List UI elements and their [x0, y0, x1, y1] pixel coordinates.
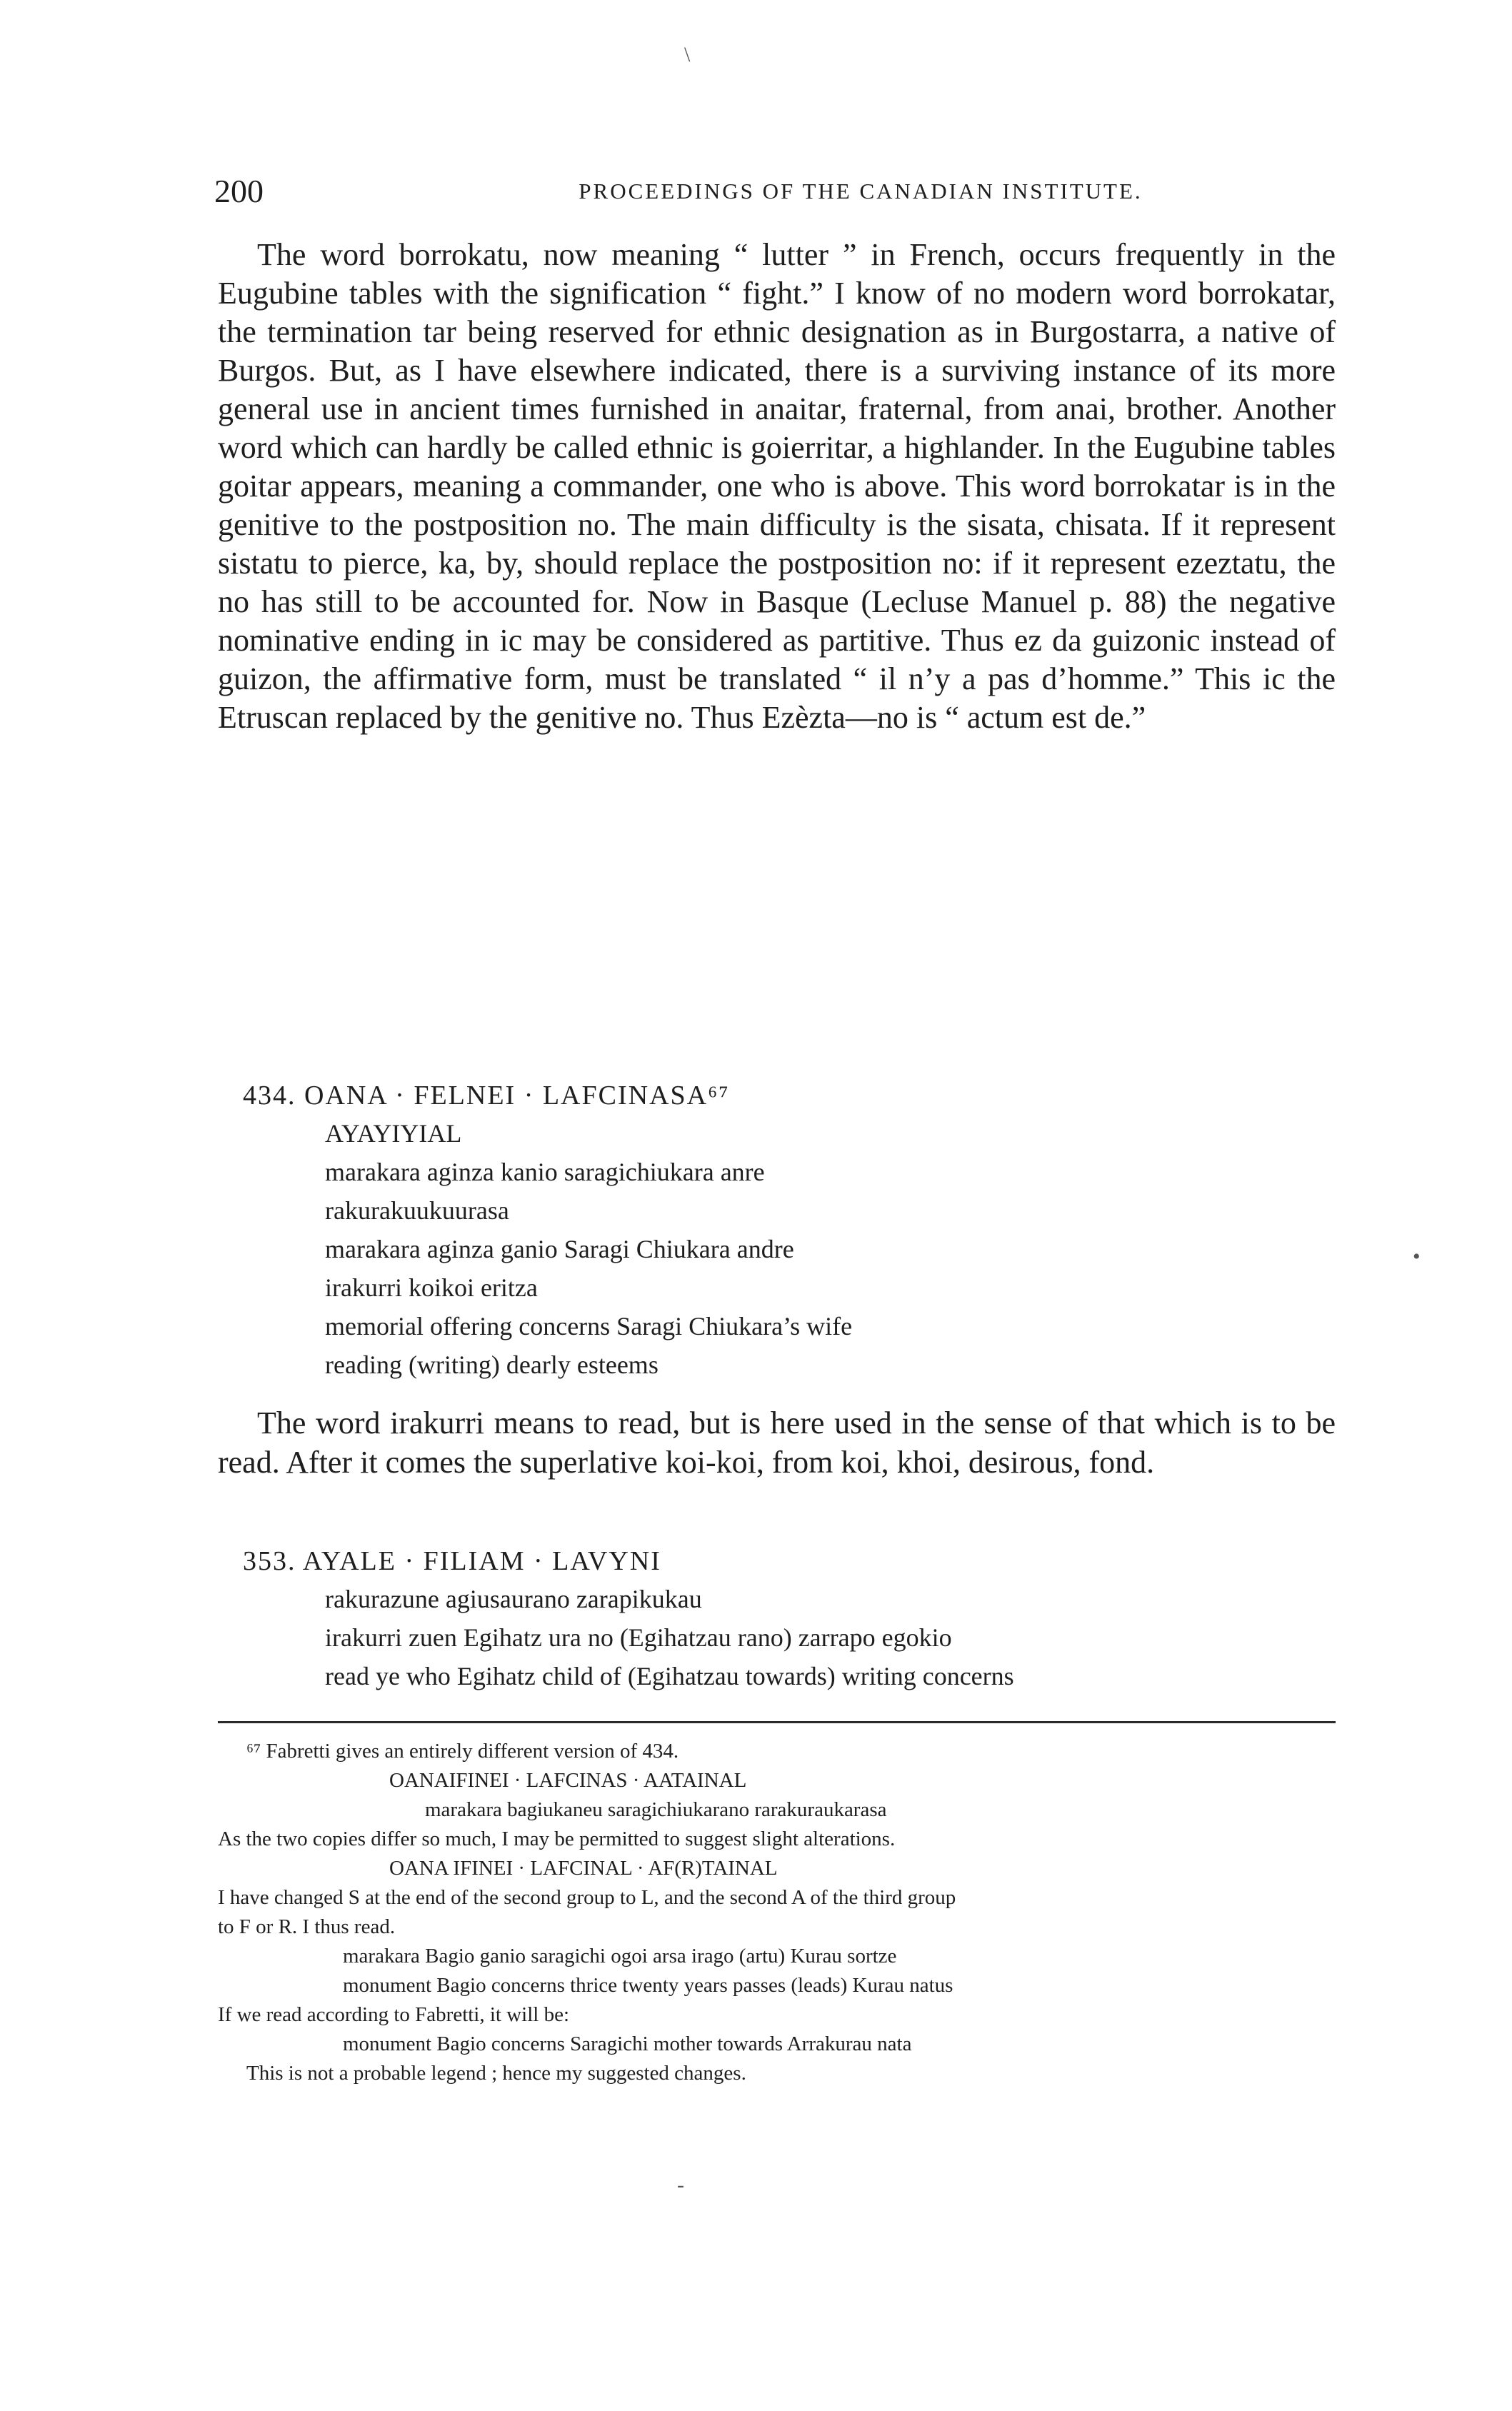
footnote-line-1: ⁶⁷ Fabretti gives an entirely different version of 434. [246, 1740, 679, 1763]
footnote-line-8: marakara Bagio ganio saragichi ogoi arsa irago (artu) Kurau sortze [343, 1945, 897, 1968]
inscription-434-line-2: marakara aginza kanio saragichiukara anre [325, 1158, 765, 1186]
scan-mark-bottom: - [677, 2173, 684, 2197]
page-header [214, 170, 1328, 213]
inscription-353-heading: 353. AYALE · FILIAM · LAVYNI [243, 1546, 661, 1576]
inscription-434-line-4: marakara aginza ganio Saragi Chiukara andre [325, 1235, 794, 1263]
inscription-353-line-3: read ye who Egihatz child of (Egihatzau towards) writing concerns [325, 1662, 1014, 1690]
footnote-line-4: As the two copies differ so much, I may be permitted to suggest slight alterations. [218, 1828, 896, 1850]
footnote-rule [218, 1721, 1336, 1723]
inscription-434-line-6: memorial offering concerns Saragi Chiukara’s wife [325, 1312, 853, 1340]
inscription-434-line-5: irakurri koikoi eritza [325, 1273, 538, 1302]
footnote-line-2: OANAIFINEI · LAFCINAS · AATAINAL [389, 1769, 747, 1792]
footnote-line-12: This is not a probable legend ; hence my suggested changes. [246, 2062, 746, 2085]
footnote-line-9: monument Bagio concerns thrice twenty years passes (leads) Kurau natus [343, 1974, 953, 1997]
inscription-434-line-7: reading (writing) dearly esteems [325, 1350, 659, 1379]
scan-mark-top: \ [684, 43, 691, 66]
after-434-paragraph: The word irakurri means to read, but is here used in the sense of that which is to be read. After it comes the superlative koi-koi, from koi, khoi, desirous, fond. [218, 1405, 1336, 1480]
body-paragraph: The word borrokatu, now meaning “ lutter ” in French, occurs frequently in the Eugubine tables with the signification “ fight.” I know of no modern word borrokatar, the termination tar being reserved for ethnic designation as in Burgostarra, a native of Burgos. But, as I have elsewhere indicated, there is a surviving instance of its more general use in ancient times furnished in anaitar, fraternal, from anai, brother. Another word which can hardly be called ethnic is goierritar, a highlander. In the Eugubine tables goitar appears, meaning a commander, one who is above. This word borrokatar is in the genitive to the postposition no. The main difficulty is the sisata, chisata. If it represent sistatu to pierce, ka, by, should replace the postposition no: if it represent ezeztatu, the no has still to be accounted for. Now in Basque (Lecluse Manuel p. 88) the negative nominative ending in ic may be considered as partitive. Thus ez da guizonic instead of guizon, the affirmative form, must be translated “ il n’y a pas d’homme.” This ic the Etruscan replaced by the genitive no. Thus Ezèzta—no is “ actum est de.” [218, 237, 1336, 735]
running-head: PROCEEDINGS OF THE CANADIAN INSTITUTE. [579, 179, 1143, 204]
after-434-paragraph-block [218, 1403, 1336, 1482]
footnote-line-5: OANA IFINEI · LAFCINAL · AF(R)TAINAL [389, 1857, 778, 1880]
footnote-line-7: to F or R. I thus read. [218, 1915, 396, 1938]
footnote-line-10: If we read according to Fabretti, it will be: [218, 2003, 570, 2026]
inscription-434-line-1: AYAYIYIAL [325, 1119, 462, 1148]
inscription-353-line-1: rakurazune agiusaurano zarapikukau [325, 1585, 702, 1613]
footnotes [218, 1737, 1336, 2088]
inscription-353 [243, 1543, 1314, 1695]
body-paragraph-block [218, 236, 1336, 737]
footnote-line-11: monument Bagio concerns Saragichi mother towards Arrakurau nata [343, 2032, 912, 2055]
inscription-434-heading: 434. OANA · FELNEI · LAFCINASA⁶⁷ [243, 1081, 730, 1111]
scan-mark-right: • [1413, 1245, 1421, 1268]
footnote-line-6: I have changed S at the end of the second group to L, and the second A of the third group [218, 1886, 956, 1909]
inscription-434 [243, 1077, 1314, 1384]
page-number: 200 [214, 173, 264, 209]
inscription-353-line-2: irakurri zuen Egihatz ura no (Egihatzau rano) zarrapo egokio [325, 1623, 952, 1652]
footnote-line-3: marakara bagiukaneu saragichiukarano rarakuraukarasa [425, 1798, 887, 1821]
inscription-434-line-3: rakurakuukuurasa [325, 1196, 509, 1225]
